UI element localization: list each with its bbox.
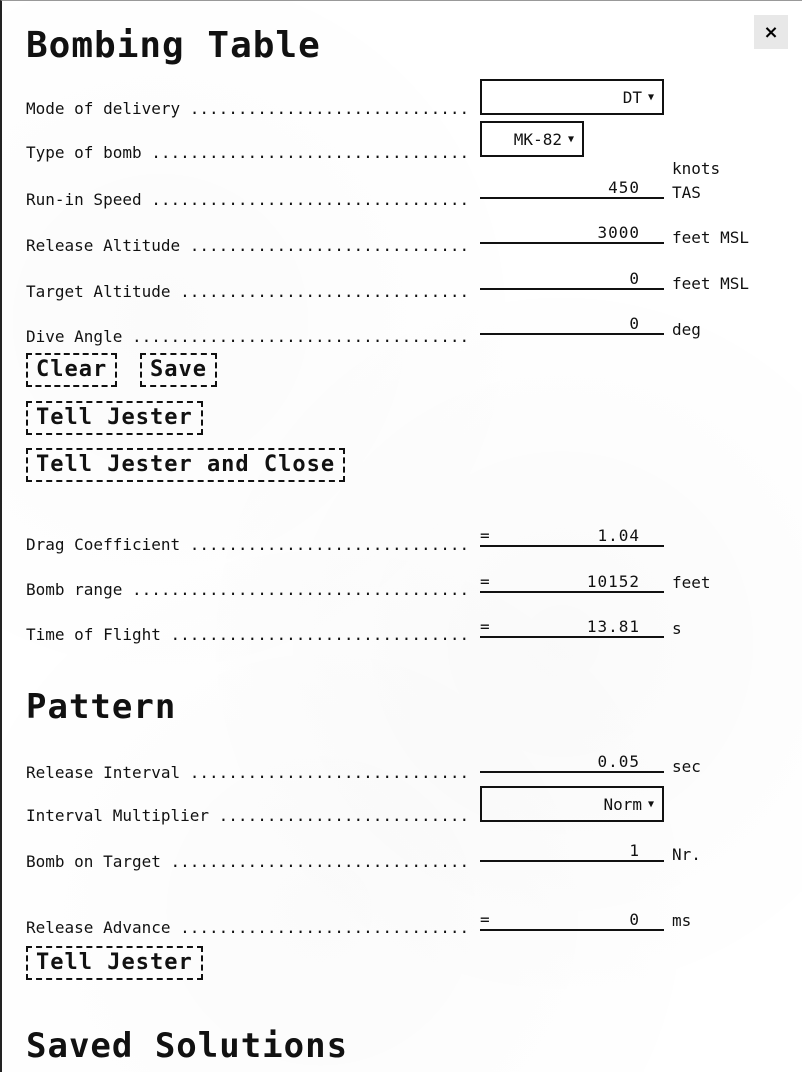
bomb-on-target-unit: Nr. [672,845,701,864]
release-advance-label: Release Advance ..... [26,918,472,938]
type-of-bomb-label: Type of bomb ..... [26,143,472,163]
dive-angle-input[interactable]: 0 [480,313,664,335]
bomb-range-number: 10152 [586,572,640,591]
saved-solutions-heading: Saved Solutions [26,1026,349,1066]
chevron-down-icon: ▼ [567,133,574,145]
release-advance-unit: ms [672,911,692,930]
run-in-speed-input[interactable]: 450 [480,177,664,199]
drag-coefficient-label: Drag Coefficient ..... [26,535,472,555]
bomb-on-target-input[interactable]: 1 [480,840,664,862]
mode-of-delivery-select[interactable] [480,79,664,115]
target-altitude-unit: feet MSL [672,274,750,293]
page-title: Bombing Table [26,25,321,66]
equals-sign: = [480,910,491,929]
bomb-range-value [480,571,664,593]
save-button[interactable]: Save [140,353,217,387]
interval-multiplier-select[interactable] [480,786,664,822]
run-in-speed-unit-1: knots [672,159,721,178]
tell-jester-and-close-button[interactable]: Tell Jester and Close [26,448,345,482]
equals-sign: = [480,526,491,545]
dive-angle-label: Dive Angle ..... [26,327,472,347]
time-of-flight-unit: s [672,619,682,638]
target-altitude-input[interactable]: 0 [480,268,664,290]
drag-coefficient-value [480,525,664,547]
bomb-range-unit: feet [672,573,711,592]
release-interval-unit: sec [672,757,701,776]
mode-of-delivery-label: Mode of delivery ..... [26,99,472,119]
release-advance-number: 0 [629,910,640,929]
equals-sign: = [480,617,491,636]
release-altitude-input[interactable]: 3000 [480,222,664,244]
release-interval-label: Release Interval ..... [26,763,472,783]
chevron-down-icon: ▼ [647,798,654,810]
interval-multiplier-value: Norm [603,794,642,814]
interval-multiplier-label: Interval Multiplier ..... [26,806,472,826]
release-interval-input[interactable]: 0.05 [480,751,664,773]
drag-coefficient-number: 1.04 [597,526,640,545]
type-of-bomb-select[interactable] [480,121,584,157]
bomb-range-label: Bomb range ..... [26,580,472,600]
bomb-on-target-label: Bomb on Target ..... [26,852,472,872]
release-advance-value [480,909,664,931]
mode-of-delivery-value: DT [622,87,642,107]
chevron-down-icon: ▼ [647,91,654,103]
clear-button[interactable]: Clear [26,353,117,387]
time-of-flight-number: 13.81 [586,617,640,636]
release-altitude-unit: feet MSL [672,228,750,247]
tell-jester-button[interactable]: Tell Jester [26,401,203,435]
time-of-flight-label: Time of Flight ..... [26,625,472,645]
run-in-speed-unit-2: TAS [672,183,701,202]
type-of-bomb-value: MK-82 [513,129,562,149]
tell-jester-pattern-button[interactable]: Tell Jester [26,946,203,980]
target-altitude-label: Target Altitude ..... [26,282,472,302]
time-of-flight-value [480,616,664,638]
dive-angle-unit: deg [672,320,701,339]
equals-sign: = [480,572,491,591]
release-altitude-label: Release Altitude ..... [26,236,472,256]
pattern-heading: Pattern [26,687,177,727]
close-icon[interactable]: × [754,15,788,49]
run-in-speed-label: Run-in Speed ..... [26,190,472,210]
